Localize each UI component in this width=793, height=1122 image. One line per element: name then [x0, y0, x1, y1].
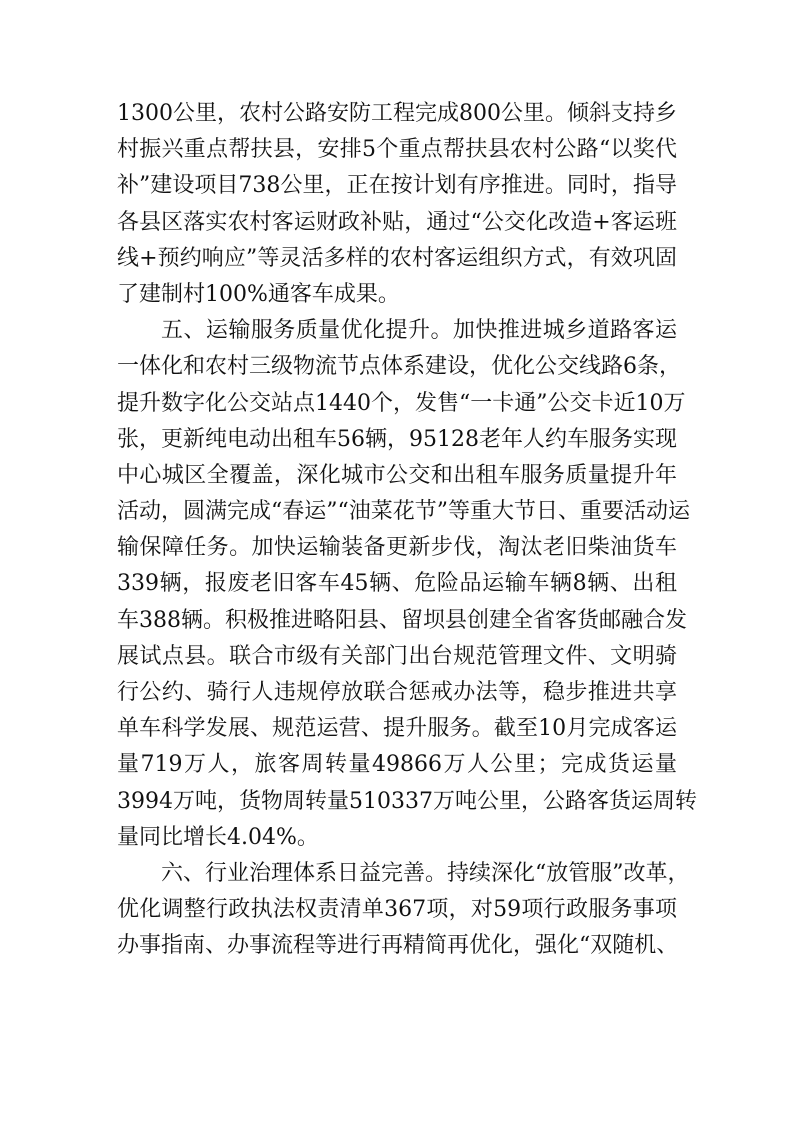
text-line: 补”建设项目738公里，正在按计划有序推进。同时，指导 [117, 173, 677, 199]
text-line: 张，更新纯电动出租车56辆，95128老年人约车服务实现 [117, 426, 677, 452]
text-line: 量719万人，旅客周转量49866万人公里；完成货运量 [117, 752, 677, 778]
text-line: 活动，圆满完成“春运”“油菜花节”等重大节日、重要活动运 [117, 499, 690, 525]
text-line: 各县区落实农村客运财政补贴，通过“公交化改造+客运班 [117, 209, 677, 235]
text-line: 输保障任务。加快运输装备更新步伐，淘汰老旧柴油货车 [117, 535, 677, 561]
text-line: 单车科学发展、规范运营、提升服务。截至10月完成客运 [117, 716, 677, 742]
text-line: 一体化和农村三级物流节点体系建设，优化公交线路6条， [117, 354, 681, 380]
paragraph-last-line: 了建制村100%通客车成果。 [117, 281, 400, 307]
section-heading-line: 六、行业治理体系日益完善。持续深化“放管服”改革， [161, 860, 690, 886]
text-line: 村振兴重点帮扶县，安排5个重点帮扶县农村公路“以奖代 [117, 137, 677, 163]
section-heading-line: 五、运输服务质量优化提升。加快推进城乡道路客运 [161, 318, 677, 344]
text-line: 优化调整行政执法权责清单367项，对59项行政服务事项 [117, 897, 677, 923]
text-line: 车388辆。积极推进略阳县、留坝县创建全省客货邮融合发 [117, 607, 687, 633]
text-line: 339辆，报废老旧客车45辆、危险品运输车辆8辆、出租 [117, 571, 677, 597]
paragraph-last-line: 量同比增长4.04%。 [117, 824, 319, 850]
text-line: 展试点县。联合市级有关部门出台规范管理文件、文明骑 [117, 643, 677, 669]
text-line: 行公约、骑行人违规停放联合惩戒办法等，稳步推进共享 [117, 680, 677, 705]
text-line: 办事指南、办事流程等进行再精简再优化，强化“双随机、 [117, 933, 679, 959]
text-line: 提升数字化公交站点1440个，发售“一卡通”公交卡近10万 [117, 390, 686, 416]
document-body [117, 96, 697, 965]
text-line: 线+预约响应”等灵活多样的农村客运组织方式，有效巩固 [117, 245, 677, 271]
text-line: 3994万吨，货物周转量510337万吨公里，公路客货运周转 [117, 788, 697, 814]
text-line: 1300公里，农村公路安防工程完成800公里。倾斜支持乡 [117, 101, 677, 126]
text-line: 中心城区全覆盖，深化城市公交和出租车服务质量提升年 [117, 462, 677, 488]
